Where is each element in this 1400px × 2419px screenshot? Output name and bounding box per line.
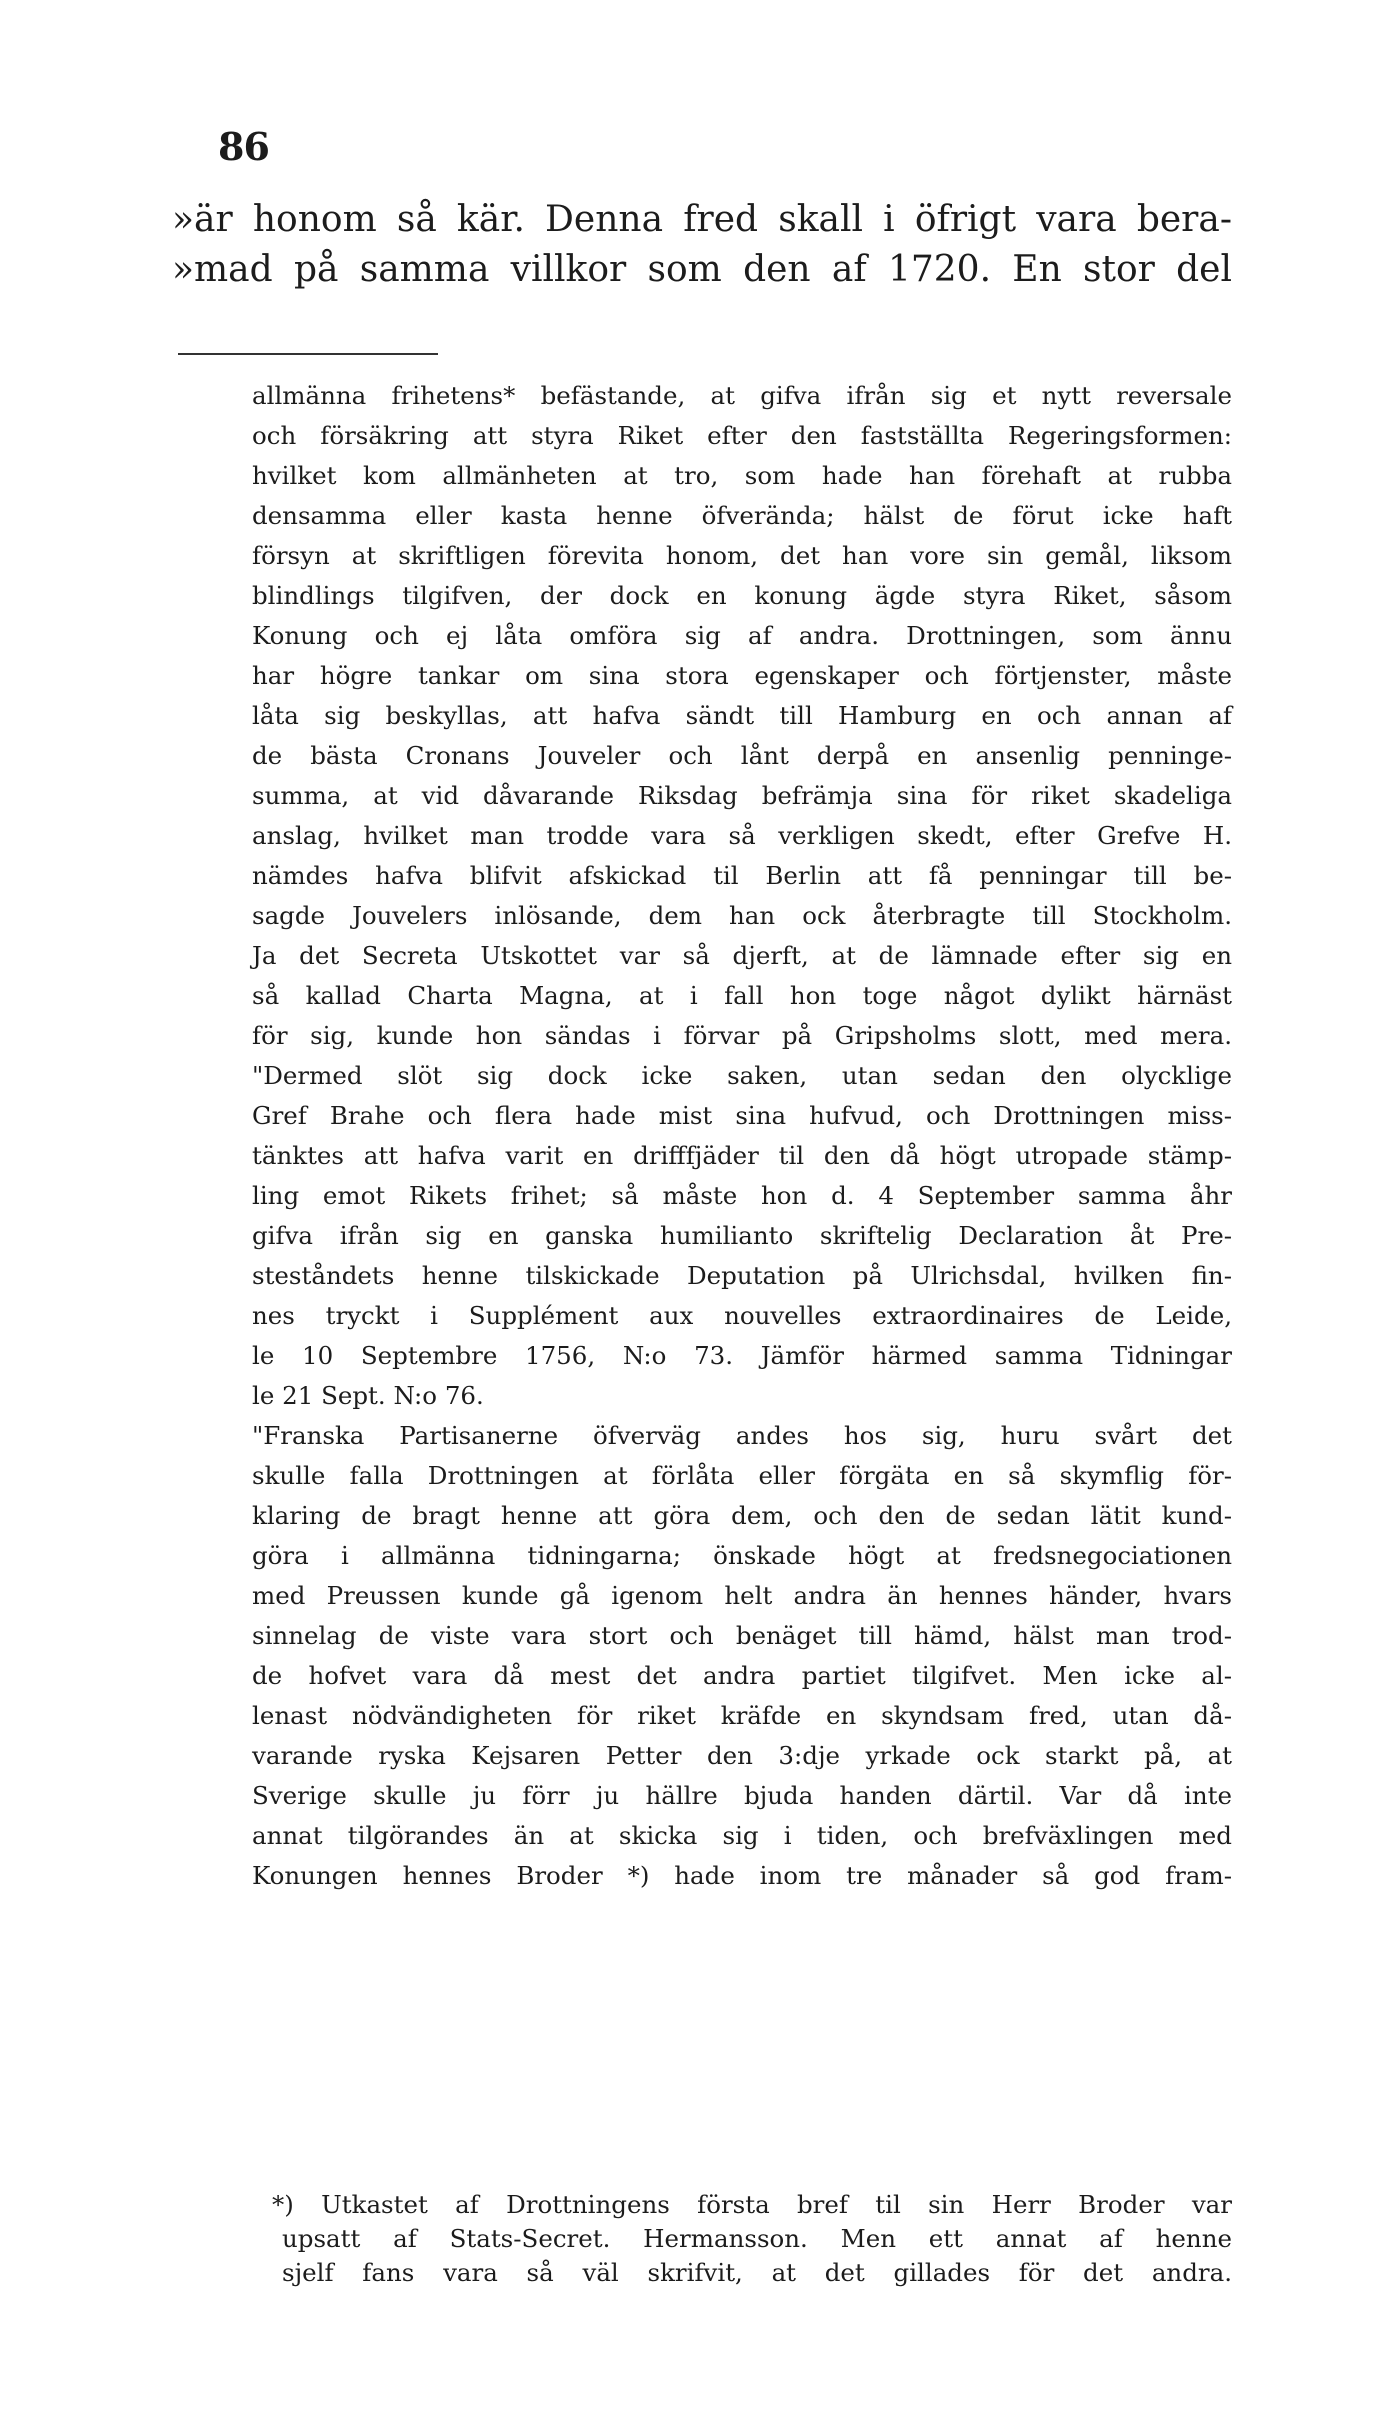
note-line: lenast nödvändigheten för riket kräfde en skyndsam fred, utan då- [252,1701,1232,1730]
page-number: 86 [218,124,269,169]
note-line: Sverige skulle ju förr ju hällre bjuda handen därtil. Var då inte [252,1781,1232,1810]
note-line: nämdes hafva blifvit afskickad til Berlin att få penningar till be- [252,861,1232,890]
footnote-line: *) Utkastet af Drottningens första bref til sin Herr Broder var [272,2190,1232,2219]
footnote-line: sjelf fans vara så väl skrifvit, at det gillades för det andra. [282,2258,1232,2287]
note-line: skulle falla Drottningen at förlåta eller förgäta en så skymflig för- [252,1461,1232,1490]
note-line: "Dermed slöt sig dock icke saken, utan sedan den olycklige [252,1061,1232,1090]
note-line: Konungen hennes Broder *) hade inom tre månader så god fram- [252,1861,1232,1890]
note-line: le 10 Septembre 1756, N:o 73. Jämför härmed samma Tidningar [252,1341,1232,1370]
footnote-line: upsatt af Stats-Secret. Hermansson. Men ett annat af henne [282,2224,1232,2253]
note-line: försyn at skriftligen förevita honom, det han vore sin gemål, liksom [252,541,1232,570]
note-line: så kallad Charta Magna, at i fall hon toge något dylikt härnäst [252,981,1232,1010]
note-line: Ja det Secreta Utskottet var så djerft, at de lämnade efter sig en [252,941,1232,970]
note-line: för sig, kunde hon sändas i förvar på Gripsholms slott, med mera. [252,1021,1232,1050]
note-line: allmänna frihetens* befästande, at gifva ifrån sig et nytt reversale [252,381,1232,410]
note-line: ling emot Rikets frihet; så måste hon d. 4 September samma åhr [252,1181,1232,1210]
note-line: summa, at vid dåvarande Riksdag befrämja sina för riket skadeliga [252,781,1232,810]
note-line: Konung och ej låta omföra sig af andra. Drottningen, som ännu [252,621,1232,650]
note-divider [178,353,438,355]
note-line: de bästa Cronans Jouveler och lånt derpå en ansenlig penninge- [252,741,1232,770]
footnote [272,2188,1232,2290]
note-line: klaring de bragt henne att göra dem, och den de sedan lätit kund- [252,1501,1232,1530]
note-line: steståndets henne tilskickade Deputation på Ulrichsdal, hvilken fin- [252,1261,1232,1290]
note-line: har högre tankar om sina stora egenskaper och förtjenster, måste [252,661,1232,690]
note-line: låta sig beskyllas, att hafva sändt till Hamburg en och annan af [252,701,1232,730]
note-line: annat tilgörandes än at skicka sig i tiden, och brefväxlingen med [252,1821,1232,1850]
note-line: tänktes att hafva varit en drifffjäder til den då högt utropade stämp- [252,1141,1232,1170]
note-line: densamma eller kasta henne öfverända; hälst de förut icke haft [252,501,1232,530]
note-line: Gref Brahe och flera hade mist sina hufvud, och Drottningen miss- [252,1101,1232,1130]
note-line: sinnelag de viste vara stort och benäget till hämd, hälst man trod- [252,1621,1232,1650]
text-line: »är honom så kär. Denna fred skall i öfrigt vara bera- [172,199,1232,240]
note-line: blindlings tilgifven, der dock en konung ägde styra Riket, såsom [252,581,1232,610]
note-line: "Franska Partisanerne öfverväg andes hos sig, huru svårt det [252,1421,1232,1450]
note-line: hvilket kom allmänheten at tro, som hade han förehaft at rubba [252,461,1232,490]
note-line: och försäkring att styra Riket efter den fastställta Regeringsformen: [252,421,1232,450]
note-line: varande ryska Kejsaren Petter den 3:dje yrkade ock starkt på, at [252,1741,1232,1770]
note-line: de hofvet vara då mest det andra partiet tilgifvet. Men icke al- [252,1661,1232,1690]
text-line: »mad på samma villkor som den af 1720. En stor del [172,249,1232,290]
note-line: med Preussen kunde gå igenom helt andra än hennes händer, hvars [252,1581,1232,1610]
note-line: gifva ifrån sig en ganska humilianto skriftelig Declaration åt Pre- [252,1221,1232,1250]
note-line: le 21 Sept. N:o 76. [252,1381,484,1410]
note-line: anslag, hvilket man trodde vara så verkligen skedt, efter Grefve H. [252,821,1232,850]
note-text [252,376,1232,1896]
note-line: nes tryckt i Supplément aux nouvelles extraordinaires de Leide, [252,1301,1232,1330]
note-line: sagde Jouvelers inlösande, dem han ock återbragte till Stockholm. [252,901,1232,930]
main-text [172,195,1232,295]
note-line: göra i allmänna tidningarna; önskade högt at fredsnegociationen [252,1541,1232,1570]
